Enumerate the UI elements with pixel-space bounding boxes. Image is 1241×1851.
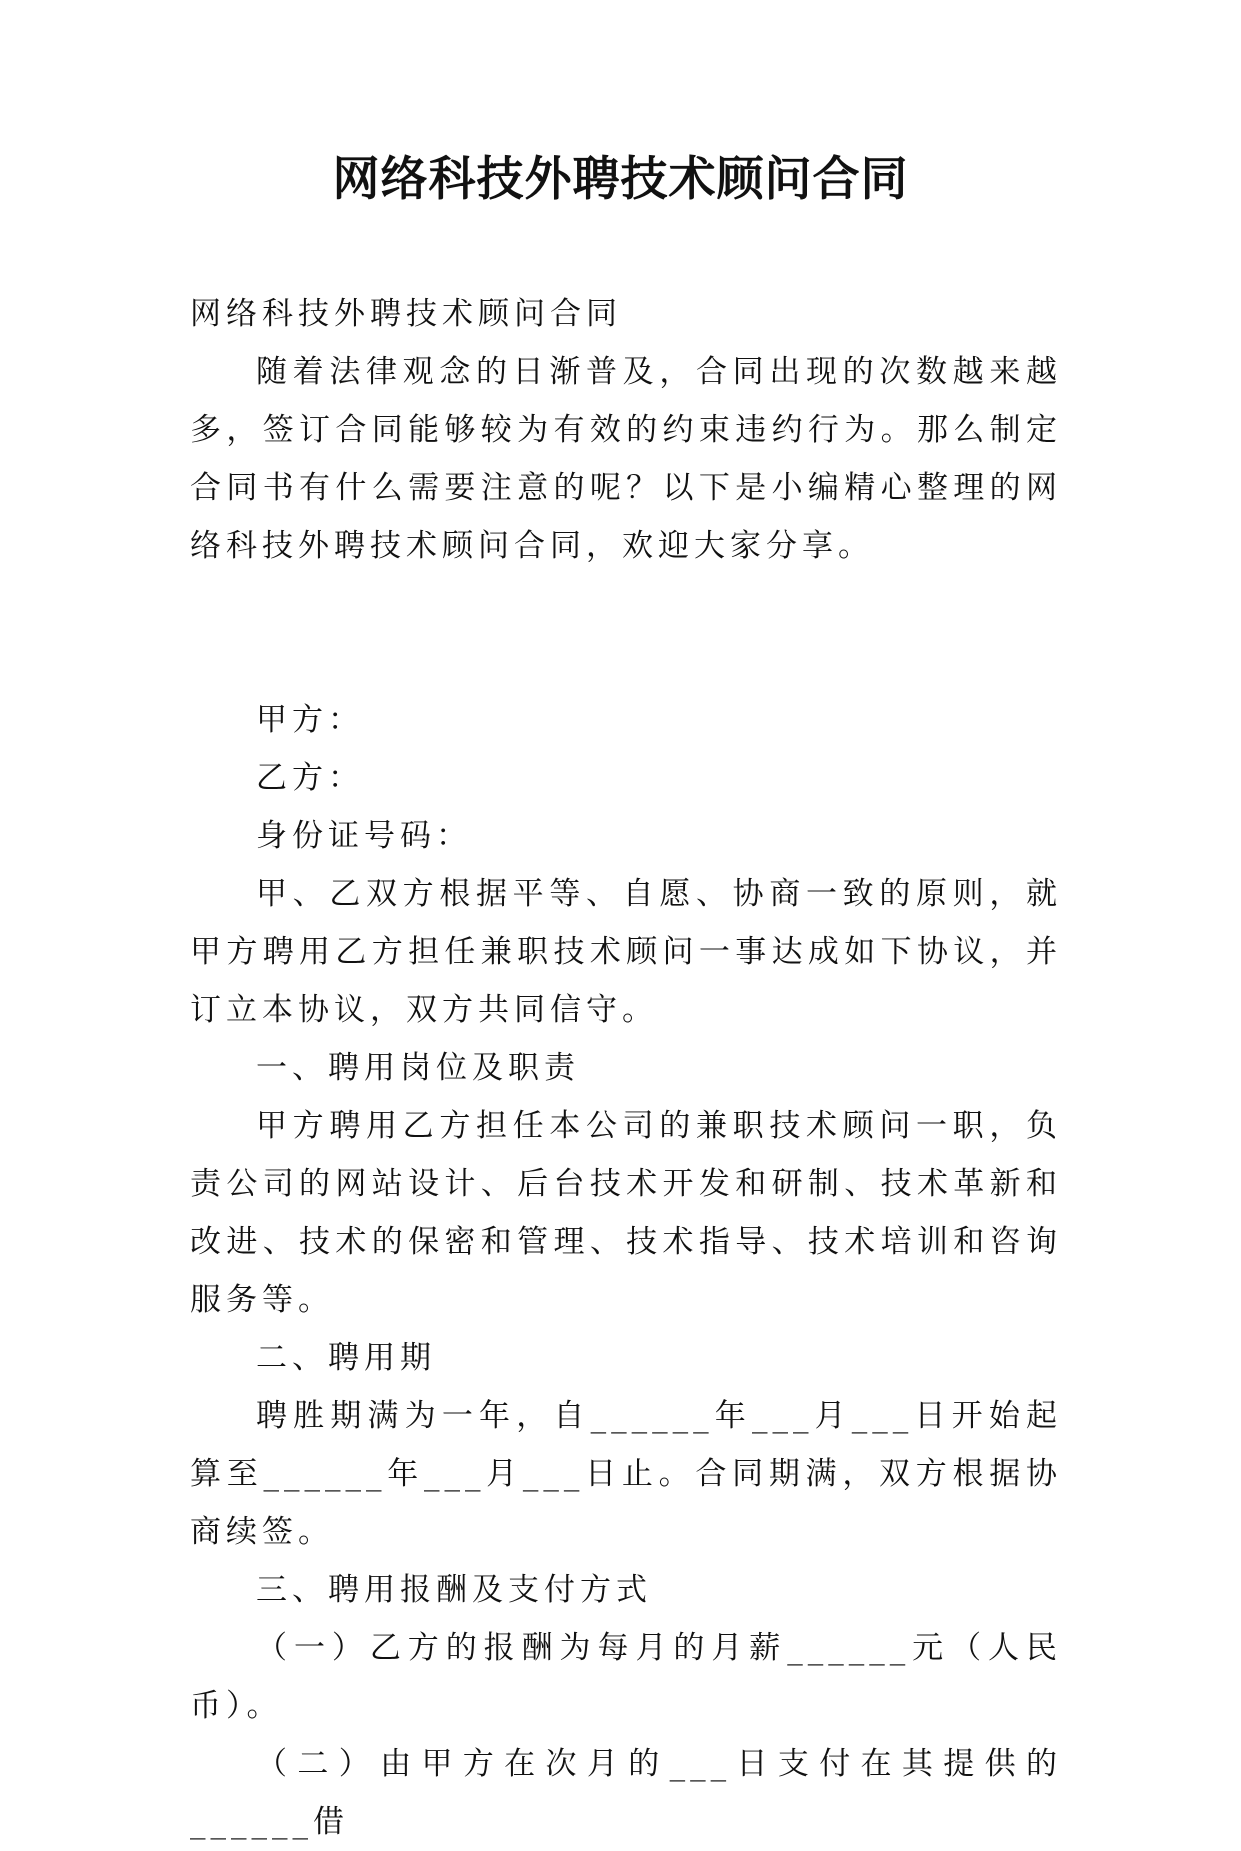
party-b-field: 乙方： [256,760,364,796]
intro-paragraph: 随着法律观念的日渐普及，合同出现的次数越来越多，签订合同能够较为有效的约束违约行为。那么制定合同书有什么需要注意的呢？以下是小编精心整理的网络科技外聘技术顾问合同，欢迎大家分享。 [190,354,1062,564]
section-body-position: 甲方聘用乙方担任本公司的兼职技术顾问一职，负责公司的网站设计、后台技术开发和研制、技术革新和改进、技术的保密和管理、技术指导、技术培训和咨询服务等。 [190,1108,1062,1318]
document-title: 网络科技外聘技术顾问合同 [332,152,909,207]
section-heading-position: 一、聘用岗位及职责 [256,1050,580,1086]
id-number-field: 身份证号码： [256,818,472,854]
section-heading-payment: 三、聘用报酬及支付方式 [256,1572,652,1608]
section-body-term: 聘胜期满为一年，自______年___月___日开始起算至______年___月___日止。合同期满，双方根据协商续签。 [190,1398,1062,1550]
agreement-preamble: 甲、乙双方根据平等、自愿、协商一致的原则，就甲方聘用乙方担任兼职技术顾问一事达成如下协议，并订立本协议，双方共同信守。 [190,876,1062,1028]
intro-heading: 网络科技外聘技术顾问合同 [190,296,622,332]
paragraph-gap [190,575,1062,691]
payment-clause-1: （一）乙方的报酬为每月的月薪______元（人民币）。 [190,1630,1062,1724]
payment-clause-2: （二）由甲方在次月的___日支付在其提供的______借 [190,1746,1062,1840]
party-a-field: 甲方： [256,702,364,738]
section-heading-term: 二、聘用期 [256,1340,436,1376]
document-body [190,285,1062,1851]
